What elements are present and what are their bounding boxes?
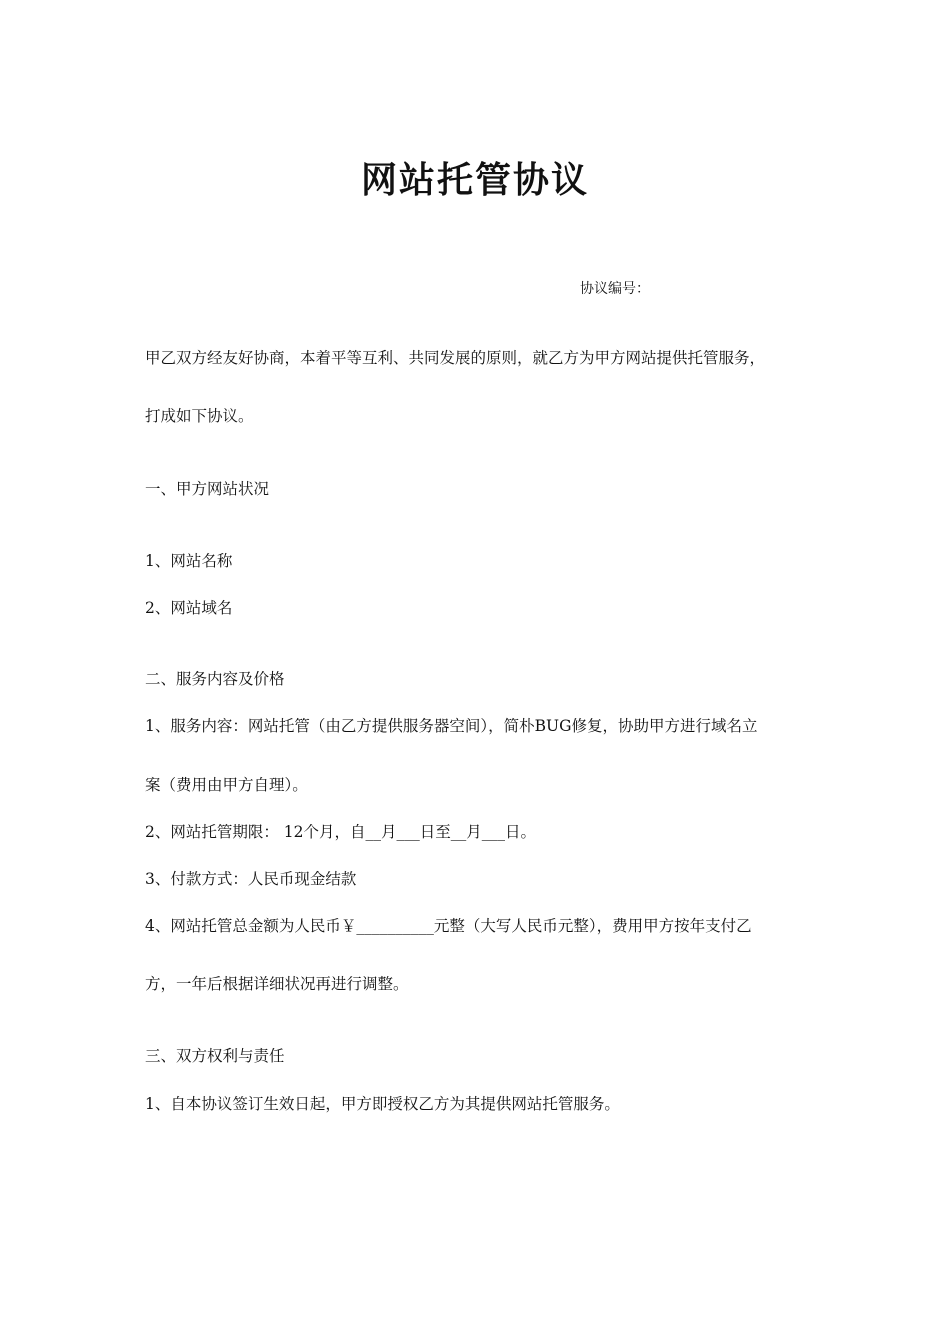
website-name-item: 1、网站名称 [145, 552, 233, 570]
intro-line-2: 打成如下协议。 [145, 407, 254, 425]
service-content-line-1: 1、服务内容：网站托管（由乙方提供服务器空间），简朴BUG修复，协助甲方进行域名立 [145, 717, 758, 735]
agreement-number-label: 协议编号： [580, 281, 650, 297]
total-amount-line-2: 方，一年后根据详细状况再进行调整。 [145, 975, 409, 993]
payment-method-item: 3、付款方式：人民币现金结款 [145, 870, 357, 888]
section-3-heading: 三、双方权利与责任 [145, 1047, 285, 1065]
section-1-heading: 一、甲方网站状况 [145, 480, 270, 498]
total-amount-line-1: 4、网站托管总金额为人民币￥__________元整（大写人民币元整），费用甲方按年支付乙 [145, 917, 752, 935]
service-content-line-2: 案（费用由甲方自理）。 [145, 776, 308, 794]
document-title: 网站托管协议 [360, 159, 589, 201]
website-domain-item: 2、网站域名 [145, 599, 233, 617]
hosting-period-item: 2、网站托管期限： 12个月，自__月___日至__月___日。 [145, 823, 537, 841]
section-2-heading: 二、服务内容及价格 [145, 670, 285, 688]
rights-item-1: 1、自本协议签订生效日起，甲方即授权乙方为其提供网站托管服务。 [145, 1095, 620, 1113]
intro-line-1: 甲乙双方经友好协商，本着平等互利、共同发展的原则，就乙方为甲方网站提供托管服务， [145, 349, 766, 367]
